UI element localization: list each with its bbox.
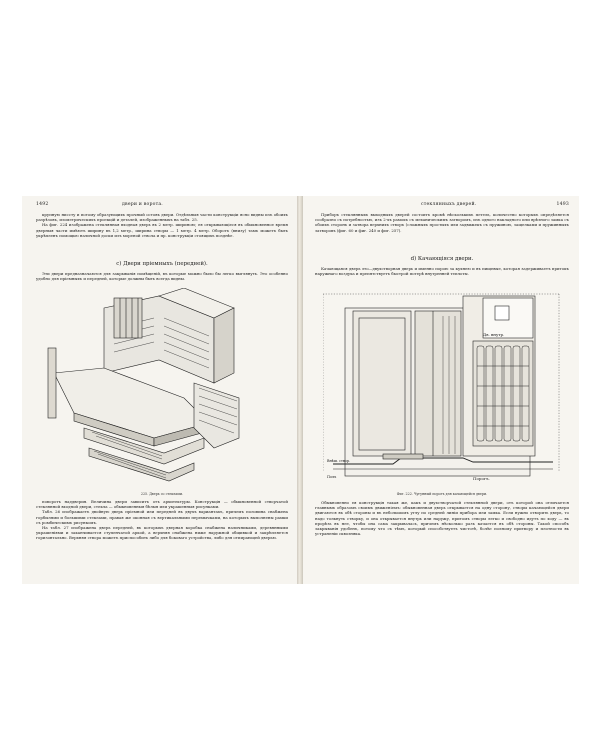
paragraph: Качающаяся дверь это—двухстворная дверь и именно порою за кухнею и въ пищевые, которая задерживаетъ притокъ наружнаго воздуха и препятствуетъ быстрой потерѣ внутренней теплоты. (315, 266, 569, 277)
label-floor: Полъ (327, 475, 337, 479)
paragraph: Табл. 26 изображаетъ двойную дверь пріемной или передней въ двухъ вариантахъ, причемъ половина снабжена горбылями и большими стеклами, правая же оконная съ вертикальными перемычками, на которыхъ выполнены рамки съ ромбическимъ рисункомъ. (36, 509, 288, 525)
right-figure-caption: Фиг. 222. Чугунный порогъ для качающейся двери. (396, 492, 488, 496)
right-bottom-text (315, 500, 569, 536)
left-section-text (36, 271, 288, 281)
paragraph: Эти двери предназначаются для закрыванія помѣщеній, въ которые можно было бы легко выглянуть. Это особенно удобно для пріемныхъ и передней, которые должны быть всегда видны. (36, 271, 288, 282)
label-side: Порогъ. (473, 476, 490, 481)
left-figure-caption: 225. Дверь со стеклами. (140, 492, 184, 496)
paragraph: поворотъ наддверия. Величина двери зависитъ отъ архитектуры. Конструкція — обыкновенной створчатой стеклянной входной двери, стекла — обыкновенныя бѣлыя или украшенныя рисунками. (36, 499, 288, 510)
paragraph: На фиг. 224 изображена стеклянная входная дверь въ 2 метр. шириною; ея открывающіеся въ обыкновенное время дверныя части имѣютъ ширину въ 1,2 метр., ширина створы — 1 метр. 4 метр. Оборотъ (внизу) тамъ можетъ быть укрѣпленъ помощью наличной доски изъ мореной ствола и пр. конструкціи стоящихъ позднѣе. (36, 222, 288, 238)
left-section-title: c) Двери пріемныхъ (передней). (116, 261, 208, 267)
book-spread (22, 196, 579, 584)
left-bottom-text (36, 499, 288, 541)
paragraph: На табл. 27 изображена дверь передней, въ которыхъ дверная коробка снабжена наличниками, деревянными украшеніями и заканчивается ступенчатой аркой, а верхняя снабжена ниже наружной общивкой и закрѣпляется горизонтально. Верхняя створа можетъ приспособить либо для боковаго устройства, либо для отпирающей дверью. (36, 525, 288, 541)
right-section-text (315, 266, 569, 276)
label-outer: Внѣш. створ. (327, 459, 351, 463)
left-running-head: двери и ворота. (122, 202, 163, 207)
swing-door-threshold-figure (323, 286, 563, 486)
right-page-number: 1493 (556, 202, 569, 207)
paragraph: Обыкновенно ея конструкція такая же, какъ и двухстворчатой стеклянной двери, отъ которой она отличается главнымъ образомъ своимъ движеніемъ: обыкновенная дверь открывается на одну сторону, створы качающейся двери двигаются въ обѣ стороны и въ небольшомъ углу по средней линіи прибора или замка. Если нужно отворить дверь, то надо толкнуть створку, и она открывается внутрь или наружу, притомъ створы легко и свободно идутъ по ходу — въ прорѣзь въ нее, чтобы она сама закрывалась, причемъ нѣсколько разъ качается въ обѣ стороны. Такой способъ закрыванія удобенъ, потому что съ тѣмъ, который способствуетъ чистотѣ, болѣе полному притвору и плотности въ устраненіи сквозняка. (315, 500, 569, 537)
right-top-text (315, 212, 569, 233)
right-section-title: d) Качающіяся двери. (410, 256, 474, 262)
door-frame-figure (44, 288, 249, 488)
paragraph: Приборъ стеклянныхъ выходныхъ дверей состоитъ кромѣ нѣсколькихъ петель, количество которыхъ опредѣляется сообразно съ потребностью, изъ 2-хъ рамокъ съ механическимъ затворомъ, изъ одного накладного или врѣзного замка съ обоихъ сторонъ и затвора верхнихъ створъ (сложныхъ простыхъ или задвижекъ съ пружиною, защелками и пружинныхъ затворовъ (фиг. 60 и фиг. 240 и фиг. 257). (315, 212, 569, 233)
left-page (22, 196, 297, 584)
right-page (303, 196, 579, 584)
left-top-text (36, 212, 288, 238)
paragraph: крупную ниссту и потому образующихъ прочный остовъ двери. Отдѣльныя части конструкціи ясно видны изъ обоихъ разрѣзовъ, изометрическихъ проекцій и деталей, изображенныхъ на табл. 25. (36, 212, 288, 223)
label-inner: Дв. внутр. (483, 332, 505, 337)
right-running-head: стеклянныхъ дверей. (421, 202, 477, 207)
left-page-number: 1492 (36, 202, 49, 207)
